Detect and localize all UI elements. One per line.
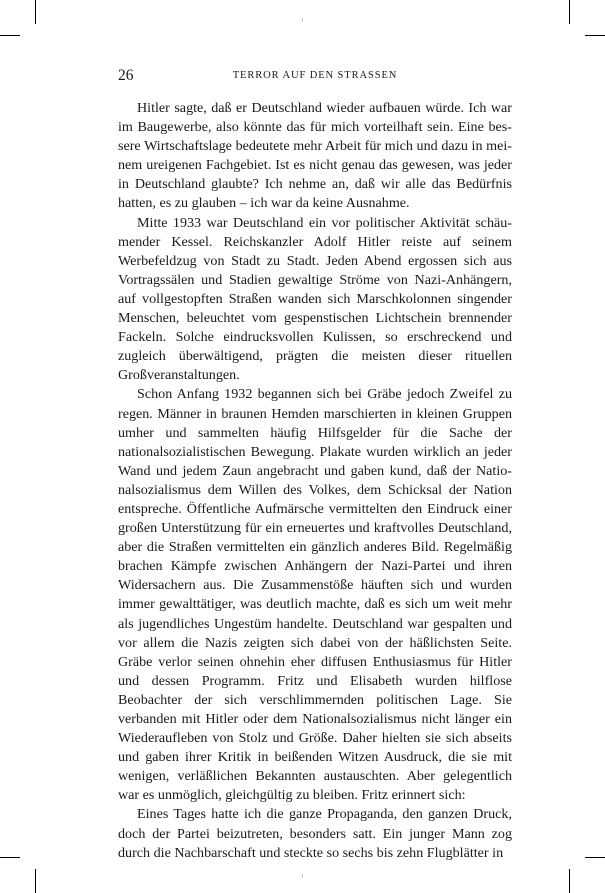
crop-mark-top-right-vertical (569, 0, 570, 24)
crop-mark-bottom-right-horizontal (585, 857, 605, 858)
paragraph: Mitte 1933 war Deutschland ein vor politischer Aktivität schäumender Kessel. Reichskanzler Adolf Hitler reiste auf seinem Werbefeldzug von Stadt zu Stadt. Jeden Abend ergossen sich aus Vortragssälen und Stadien gewaltige Ströme von Nazi-Anhängern, auf vollgestopften Straßen wanden sich Marschkolonnen singender Menschen, beleuchtet vom gespenstischen Lichtschein brennender Fackeln. Solche eindrucksvollen Kulissen, so erschreckend und zugleich überwältigend, prägten die meisten dieser rituellen Großveranstaltungen. (118, 214, 512, 384)
paragraph: Schon Anfang 1932 begannen sich bei Gräbe jedoch Zweifel zu regen. Männer in braunen Hemden marschierten in kleinen Gruppen umher und sammelten häufig Hilfsgelder für die Sache der nationalsozialistischen Bewegung. Plakate wurden wirklich an jeder Wand und jedem Zaun angebracht und gaben kund, daß der Nationalsozialismus dem Willen des Volkes, dem Schicksal der Nation entspreche. Öffentliche Aufmärsche vermittelten den Eindruck einer großen Unterstützung für ein erneuertes und kraftvolles Deutschland, aber die Straßen vermittelten ein gänzlich anderes Bild. Regelmäßig brachen Kämpfe zwischen Anhängern der Nazi-Partei und ihren Widersachern aus. Die Zusammenstöße häuften sich und wurden immer gewalttätiger, was deutlich machte, daß es sich um weit mehr als jugendliches Ungestüm handelte. Deutschland war gespalten und vor allem die Nazis zeigten sich dabei von der häßlichsten Seite. Gräbe verlor seinen ohnehin eher diffusen Enthusiasmus für Hitler und dessen Programm. Fritz und Elisabeth wurden hilflose Beobachter der sich verschlimmernden politischen Lage. Sie verbanden mit Hitler oder dem Nationalsozialismus nicht länger ein Wiederaufleben von Stolz und Größe. Daher hielten sie sich abseits und gaben ihrer Kritik in beißenden Witzen Ausdruck, die sie mit wenigen, verläßlichen Bekannten austauschten. Aber gelegentlich war es unmöglich, gleichgültig zu bleiben. Fritz erinnert sich: (118, 386, 512, 804)
paragraph: Hitler sagte, daß er Deutschland wieder aufbauen würde. Ich war im Baugewerbe, also könnte das für mich vorteilhaft sein. Eine bessere Wirtschaftslage bedeutete mehr Arbeit für mich und dazu in meinem ureigenen Fachgebiet. Ist es nicht genau das gewesen, was jeder in Deutschland glaubte? Ich nehme an, daß wir alle das Bedürfnis hatten, es zu glauben – ich war da keine Ausnahme. (118, 100, 512, 212)
crop-mark-top-right-horizontal (585, 35, 605, 36)
crop-mark-bottom-left-horizontal (0, 857, 20, 858)
crop-mark-top-center (302, 18, 303, 21)
crop-mark-top-left-vertical (35, 0, 36, 24)
body-text (118, 99, 512, 863)
running-head (118, 66, 512, 86)
page-number: 26 (118, 67, 134, 84)
crop-mark-bottom-left-vertical (35, 869, 36, 893)
chapter-title: TERROR AUF DEN STRASSEN (232, 70, 398, 81)
crop-mark-bottom-center (302, 874, 303, 877)
crop-mark-bottom-right-vertical (569, 869, 570, 893)
book-page (118, 66, 512, 863)
crop-mark-top-left-horizontal (0, 35, 20, 36)
paragraph: Eines Tages hatte ich die ganze Propaganda, den ganzen Druck, doch der Partei beizutreten, besonders satt. Ein junger Mann zog durch die Nachbarschaft und steckte so sechs bis zehn Flugblätter in (118, 806, 512, 861)
